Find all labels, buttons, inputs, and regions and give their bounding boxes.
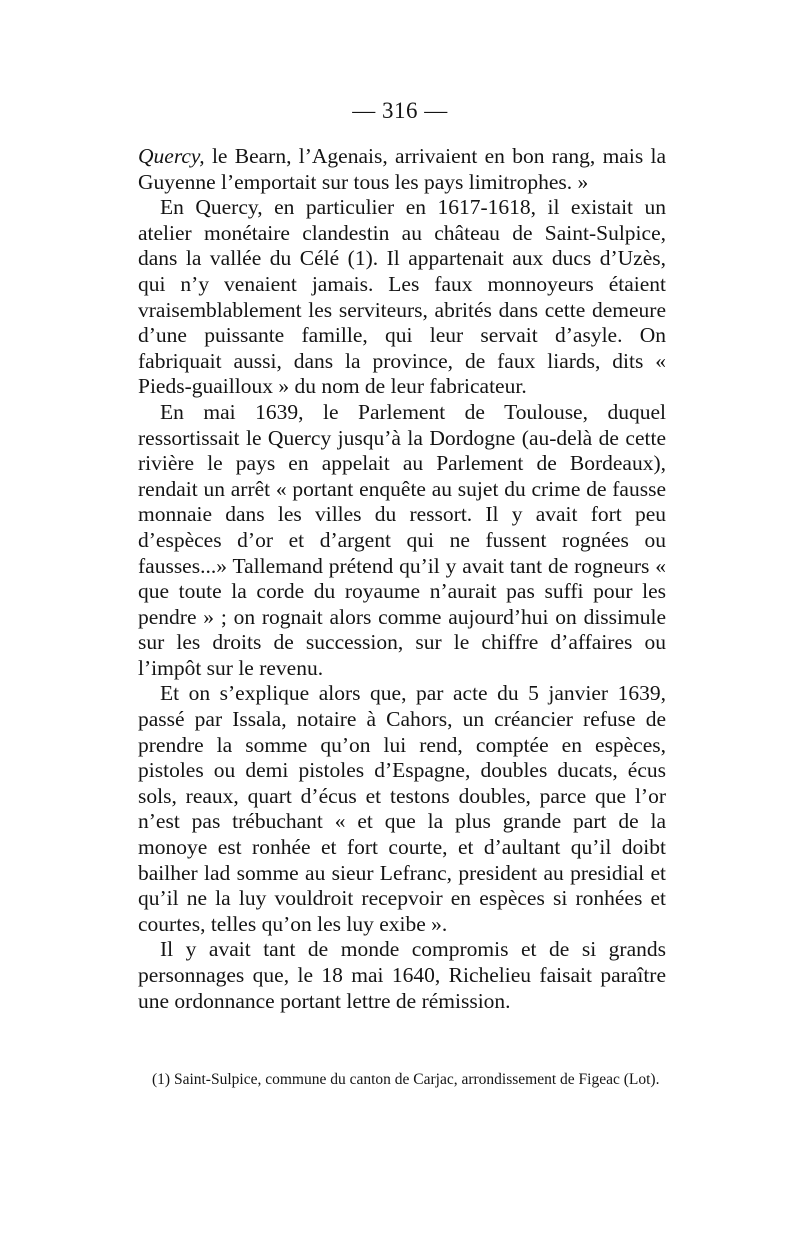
paragraph-1-text: le Bearn, l’Agenais, arrivaient en bon rang, mais la Guyenne l’emportait sur tous les pays limitrophes. » <box>138 144 666 194</box>
paragraph-4: Et on s’explique alors que, par acte du 5 janvier 1639, passé par Issala, notaire à Cahors, un créancier refuse de prendre la somme qu’on lui rend, comptée en espèces, pistoles ou demi pistoles d’Espagne, doubles ducats, écus sols, reaux, quart d’écus et testons doubles, parce que l’or n’est pas trébuchant « et que la plus grande part de la monoye est ronhée et fort courte, et d’aultant qu’il doibt bailher lad somme au sieur Lefranc, president au presidial et qu’il ne la luy vouldroit recepvoir en espèces si ronhées et courtes, telles qu’on les luy exibe ». <box>138 681 666 936</box>
paragraph-2: En Quercy, en particulier en 1617-1618, il existait un atelier monétaire clandestin au château de Saint-Sulpice, dans la vallée du Célé (1). Il appartenait aux ducs d’Uzès, qui n’y venaient jamais. Les faux monnoyeurs étaient vraisemblablement les serviteurs, abrités dans cette demeure d’une puissante famille, qui leur servait d’asyle. On fabriquait aussi, dans la province, de faux liards, dits « Pieds-guailloux » du nom de leur fabricateur. <box>138 195 666 399</box>
paragraph-1-italic-start: Quercy, <box>138 144 205 168</box>
footnotes <box>134 1070 666 1089</box>
page-number: — 316 — <box>352 98 448 123</box>
body-text <box>138 144 666 1014</box>
paragraph-3: En mai 1639, le Parlement de Toulouse, duquel ressortissait le Quercy jusqu’à la Dordogne (au-delà de cette rivière le pays en appelait au Parlement de Bordeaux), rendait un arrêt « portant enquête au sujet du crime de fausse monnaie dans les villes du ressort. Il y avait fort peu d’espèces d’or et d’argent qui ne fussent rognées ou fausses...» Tallemand prétend qu’il y avait tant de rogneurs « que toute la corde du royaume n’aurait pas suffi pour les pendre » ; on rognait alors comme aujourd’hui on dissimule sur les droits de succession, sur le chiffre d’affaires ou l’impôt sur le revenu. <box>138 399 666 680</box>
paragraph-1 <box>138 144 666 195</box>
paragraph-5: Il y avait tant de monde compromis et de si grands personnages que, le 18 mai 1640, Richelieu faisait paraître une ordonnance portant lettre de rémission. <box>138 937 666 1013</box>
footnote-1: (1) Saint-Sulpice, commune du canton de Carjac, arrondissement de Figeac (Lot). <box>152 1071 660 1088</box>
